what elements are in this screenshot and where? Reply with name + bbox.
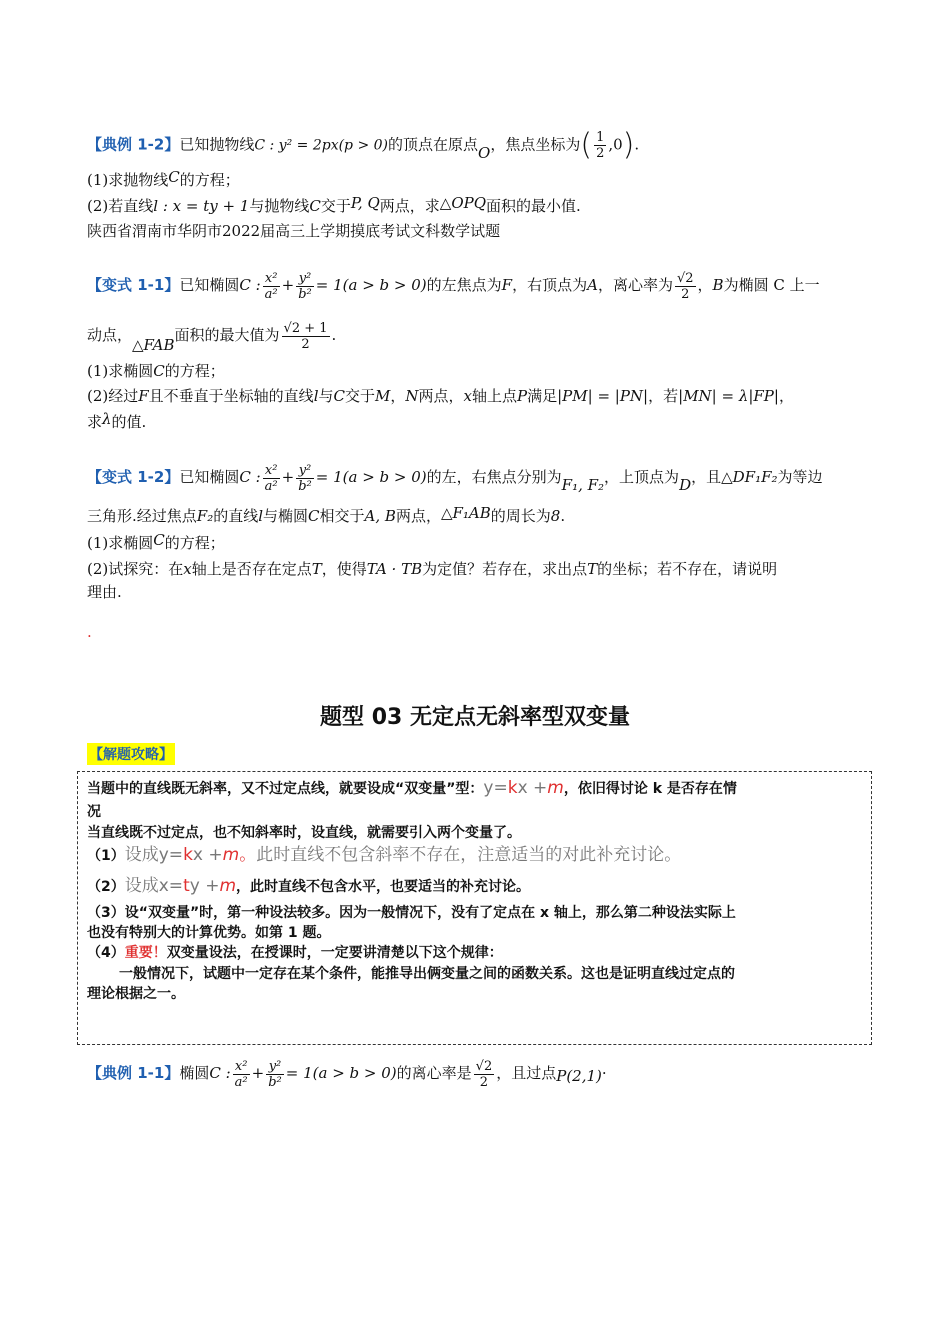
strategy-line1: 当题中的直线既无斜率，又不过定点线，就要设成“双变量”型：y=kx +m，依旧得讨论 k 是否存在情	[87, 778, 737, 798]
section-title: 题型 03 无定点无斜率型双变量	[320, 705, 630, 730]
example-tag: 【典例 1-2】	[87, 135, 180, 154]
strategy-tag: 【解题攻略】	[87, 743, 175, 765]
variant-1-1-line2: 动点，△FAB面积的最大值为 $\frac{√2 + 1}{2}$ .	[87, 320, 337, 354]
strategy-point2: （2）设成x=ty +m，此时直线不包含水平，也要适当的补充讨论。	[87, 876, 531, 896]
variant-1-2-line1: 【变式 1-2】已知椭圆C : $\frac{\text{x²}}{\text{a²}}$ + $\frac{\text{y²}}{\text{b²}}$ = 1(a > b > 0)的左，右焦点分别为F₁, F₂，上顶点为D，且△DF₁F₂为等边	[87, 462, 823, 494]
variant-tag: 【变式 1-2】	[87, 468, 180, 486]
example-1-1-line1: 【典例 1-1】椭圆C : $\frac{\text{x²}}{\text{a²}}$ + $\frac{\text{y²}}{\text{b²}}$ = 1(a > b > 0)的离心率是 $\frac{√2}{2}$ ，且过点P(2,1)·	[87, 1058, 607, 1090]
strategy-line2: 当直线既不过定点，也不知斜率时，设直线，就需要引入两个变量了。	[87, 825, 521, 841]
variant-1-1-line1: 【变式 1-1】已知椭圆C : $\frac{\text{x²}}{\text{a²}}$ + $\frac{\text{y²}}{\text{b²}}$ = 1(a > b > 0)的左焦点为F，右顶点为A，离心率为 $\frac{√2}{2}$ ，B为椭圆 C 上一	[87, 270, 820, 302]
strategy-point1: （1）设成y=kx +m。此时直线不包含斜率不存在，注意适当的对此补充讨论。	[87, 845, 682, 865]
example-1-2-q1: (1)求抛物线C的方程；	[87, 168, 240, 189]
example-1-2-line1: 【典例 1-2】已知抛物线C : y² = 2px(p > 0)的顶点在原点O，焦点坐标为( $\frac{1}{2}$ ,0).	[87, 127, 640, 163]
example-tag: 【典例 1-1】	[87, 1064, 180, 1082]
variant-1-2-line2: 三角形.经过焦点F₂的直线l与椭圆C相交于A, B两点，△F₁AB的周长为8.	[87, 504, 566, 525]
strategy-point4-body: 一般情况下，试题中一定存在某个条件，能推导出俩变量之间的函数关系。这也是证明直线过定点的	[119, 966, 735, 982]
strategy-point3: （3）设“双变量”时，第一种设法较多。因为一般情况下，没有了定点在 x 轴上，那么第二种设法实际上	[87, 905, 736, 921]
strategy-point4-body-cont: 理论根据之一。	[87, 986, 185, 1002]
variant-1-1-q2: (2)经过F且不垂直于坐标轴的直线l与C交于M，N两点，x轴上点P满足|PM| = |PN|，若|MN| = λ|FP|，	[87, 387, 794, 405]
variant-1-2-q2: (2)试探究：在x轴上是否存在定点T，使得TA · TB为定值？若存在，求出点T的坐标；若不存在，请说明	[87, 560, 778, 578]
strategy-point4: （4）重要！双变量设法，在授课时，一定要讲清楚以下这个规律：	[87, 945, 503, 961]
strategy-point3-cont: 也没有特别大的计算优势。如第 1 题。	[87, 925, 331, 941]
variant-1-2-q2-cont: 理由.	[87, 583, 122, 601]
variant-1-1-q1: (1)求椭圆C的方程；	[87, 362, 225, 380]
focus-fraction: $\frac{1}{2}$	[596, 130, 605, 161]
stray-dot: .	[87, 623, 92, 641]
variant-tag: 【变式 1-1】	[87, 276, 180, 294]
example-1-2-q2: (2)若直线l : x = ty + 1与抛物线C交于P, Q两点，求△OPQ面积的最小值.	[87, 194, 581, 215]
variant-1-1-q2-cont: 求λ的值.	[87, 410, 147, 431]
strategy-line1-cont: 况	[87, 804, 101, 820]
source-note: 陕西省渭南市华阴市2022届高三上学期摸底考试文科数学试题	[87, 222, 501, 240]
variant-1-2-q1: (1)求椭圆C的方程；	[87, 531, 225, 552]
